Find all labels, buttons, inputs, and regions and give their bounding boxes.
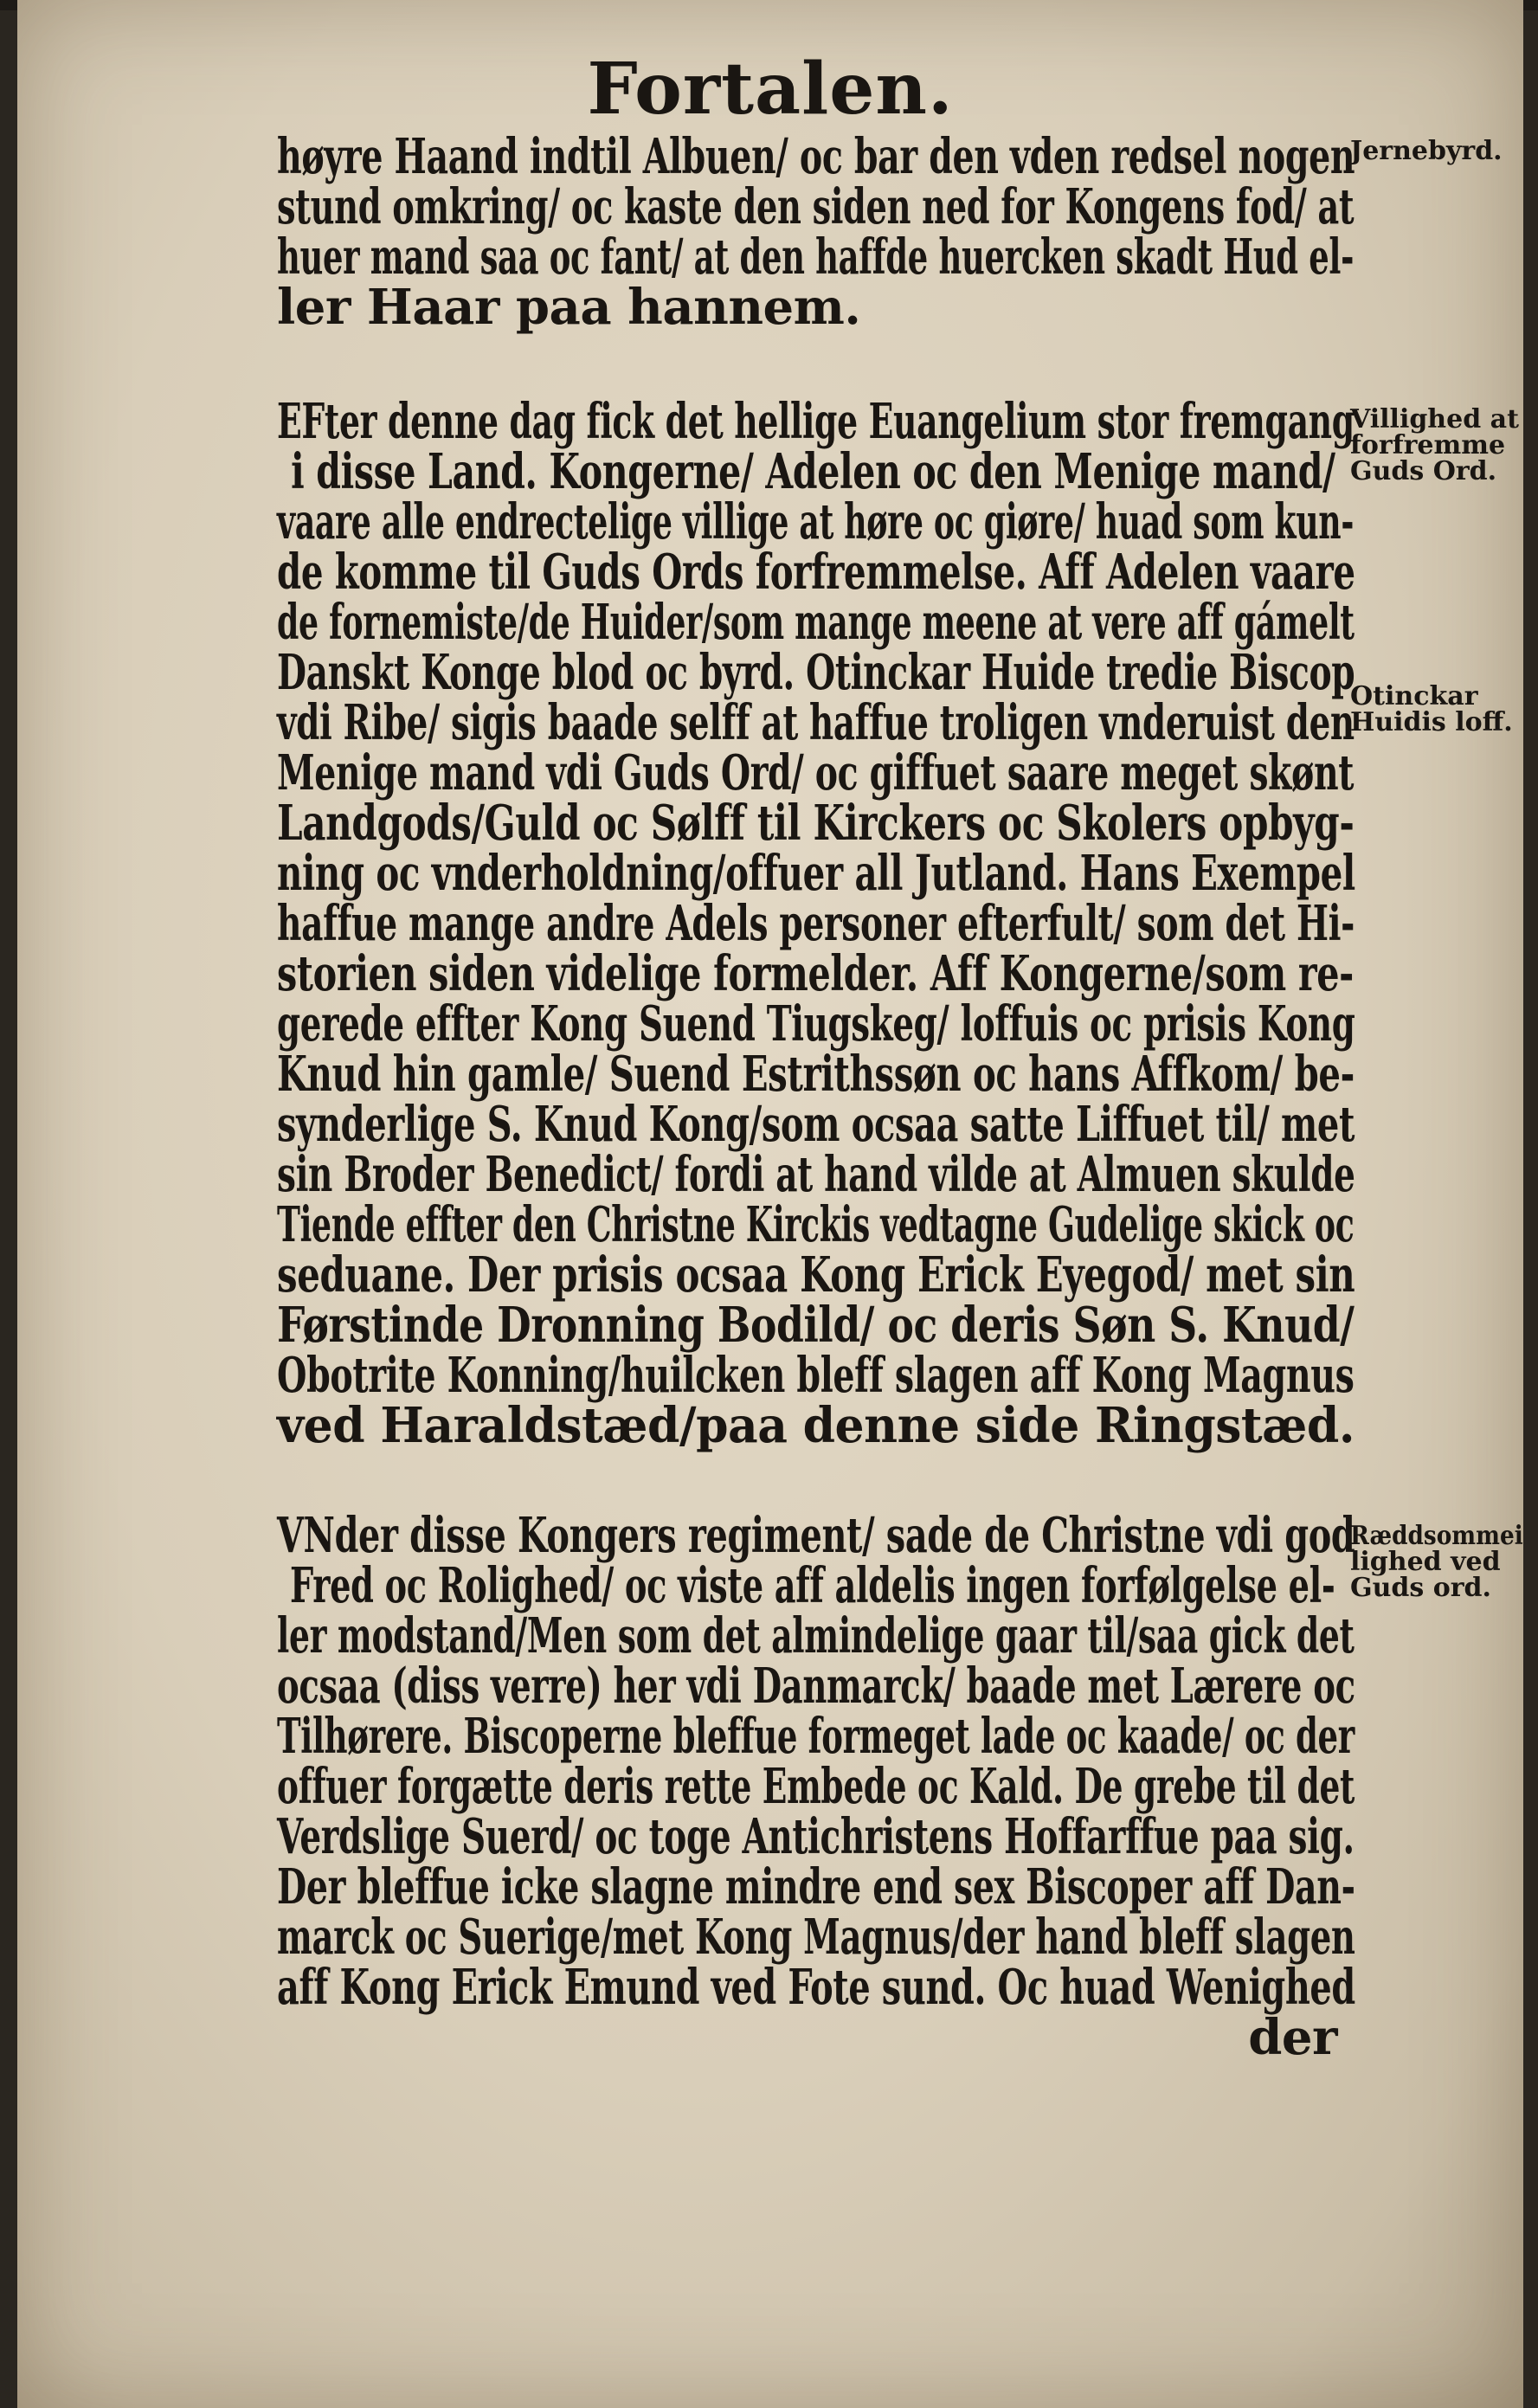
margin-note-line: Guds Ord. [1350,456,1497,486]
text-line: stund omkring/ oc kaste den siden ned for Kongens fod/ at [277,178,1355,235]
margin-note-line: lighed ved [1350,1547,1501,1577]
text-line: ler Haar paa hannem. [277,279,861,336]
text-line: høyre Haand indtil Albuen/ oc bar den vden redsel nogen [277,128,1355,185]
text-line: vdi Ribe/ sigis baade selff at haffue troligen vnderuist den [277,694,1355,751]
text-line: offuer forgætte deris rette Embede oc Kald. De grebe til det [277,1758,1355,1815]
text-line: de fornemiste/de Huider/som mange meene at vere aff gámelt [277,594,1355,651]
margin-note [1350,681,1523,737]
text-line: synderlige S. Knud Kong/som ocsaa satte Liffuet til/ met [277,1096,1355,1153]
text-line: VNder disse Kongers regiment/ sade de Christne vdi god [277,1507,1355,1564]
text-line: Menige mand vdi Guds Ord/ oc giffuet saare meget skønt [277,744,1355,802]
text-line: ning oc vnderholdning/offuer all Jutland. Hans Exempel [277,845,1355,902]
paragraph-2 [277,393,1355,1454]
margin-note-line: Otinckar [1350,681,1478,711]
text-line: de komme til Guds Ords forfremmelse. Aff Adelen vaare [277,544,1355,601]
text-line: i disse Land. Kongerne/ Adelen oc den Menige mand/ [291,443,1335,500]
text-line: Tilhørere. Biscoperne bleffue formeget lade oc kaade/ oc der [277,1708,1355,1765]
text-line: Landgods/Guld oc Sølff til Kirckers oc Skolers opbyg- [277,795,1355,852]
text-line: marck oc Suerige/met Kong Magnus/der hand bleff slagen [277,1909,1355,1966]
book-page [17,0,1523,2408]
text-line: storien siden videlige formelder. Aff Kongerne/som re- [277,945,1354,1002]
text-line: Tiende effter den Christne Kirckis vedtagne Gudelige skick oc [277,1196,1355,1253]
text-line: haffue mange andre Adels personer efterfult/ som det Hi- [277,895,1355,952]
text-line: Obotrite Konning/huilcken bleff slagen aff Kong Magnus [277,1347,1355,1404]
text-line: Danskt Konge blod oc byrd. Otinckar Huide tredie Biscop [277,644,1355,701]
catchword: der [1248,2009,1337,2066]
text-line: huer mand saa oc fant/ at den haffde huercken skadt Hud el- [277,229,1355,286]
margin-note-line: forfremme [1350,430,1506,460]
text-line: vaare alle endrectelige villige at høre oc giøre/ huad som kun- [277,493,1355,550]
margin-note [1350,1523,1523,1601]
margin-note [1350,404,1523,486]
text-line: Knud hin gamle/ Suend Estrithssøn oc hans Affkom/ be- [277,1046,1355,1103]
text-line: sin Broder Benedict/ fordi at hand vilde at Almuen skulde [277,1146,1355,1203]
text-line: Der bleffue icke slagne mindre end sex Biscoper aff Dan- [277,1858,1355,1915]
text-line: Fred oc Rolighed/ oc viste aff aldelis ingen forfølgelse el- [290,1557,1335,1614]
text-line: Førstinde Dronning Bodild/ oc deris Søn S. Knud/ [277,1297,1355,1354]
text-line: gerede effter Kong Suend Tiugskeg/ loffuis oc prisis Kong [277,995,1355,1053]
margin-note-line: Huidis loff. [1350,707,1513,737]
running-header: Fortalen. [587,48,954,131]
text-line: ocsaa (diss verre) her vdi Danmarck/ baade met Lærere oc [277,1658,1355,1715]
paragraph-3 [277,1507,1355,2066]
text-line: EFter denne dag fick det hellige Euangelium stor fremgang [277,393,1355,450]
text-line: aff Kong Erick Emund ved Fote sund. Oc huad Wenighed [277,1959,1355,2016]
text-line: Verdslige Suerd/ oc toge Antichristens Hoffarffue paa sig. [277,1808,1355,1865]
margin-note [1350,138,1523,164]
paragraph-1 [277,128,1355,336]
margin-note-line: Ræddsommei [1350,1521,1523,1551]
text-line: ved Haraldstæd/paa denne side Ringstæd. [277,1397,1355,1454]
margin-note-line: Guds ord. [1350,1573,1491,1603]
text-line: ler modstand/Men som det almindelige gaar til/saa gick det [277,1607,1355,1664]
margin-note-line: Villighed at [1350,404,1519,435]
margin-note-line: Jernebyrd. [1350,136,1503,166]
text-line: seduane. Der prisis ocsaa Kong Erick Eyegod/ met sin [277,1246,1355,1304]
